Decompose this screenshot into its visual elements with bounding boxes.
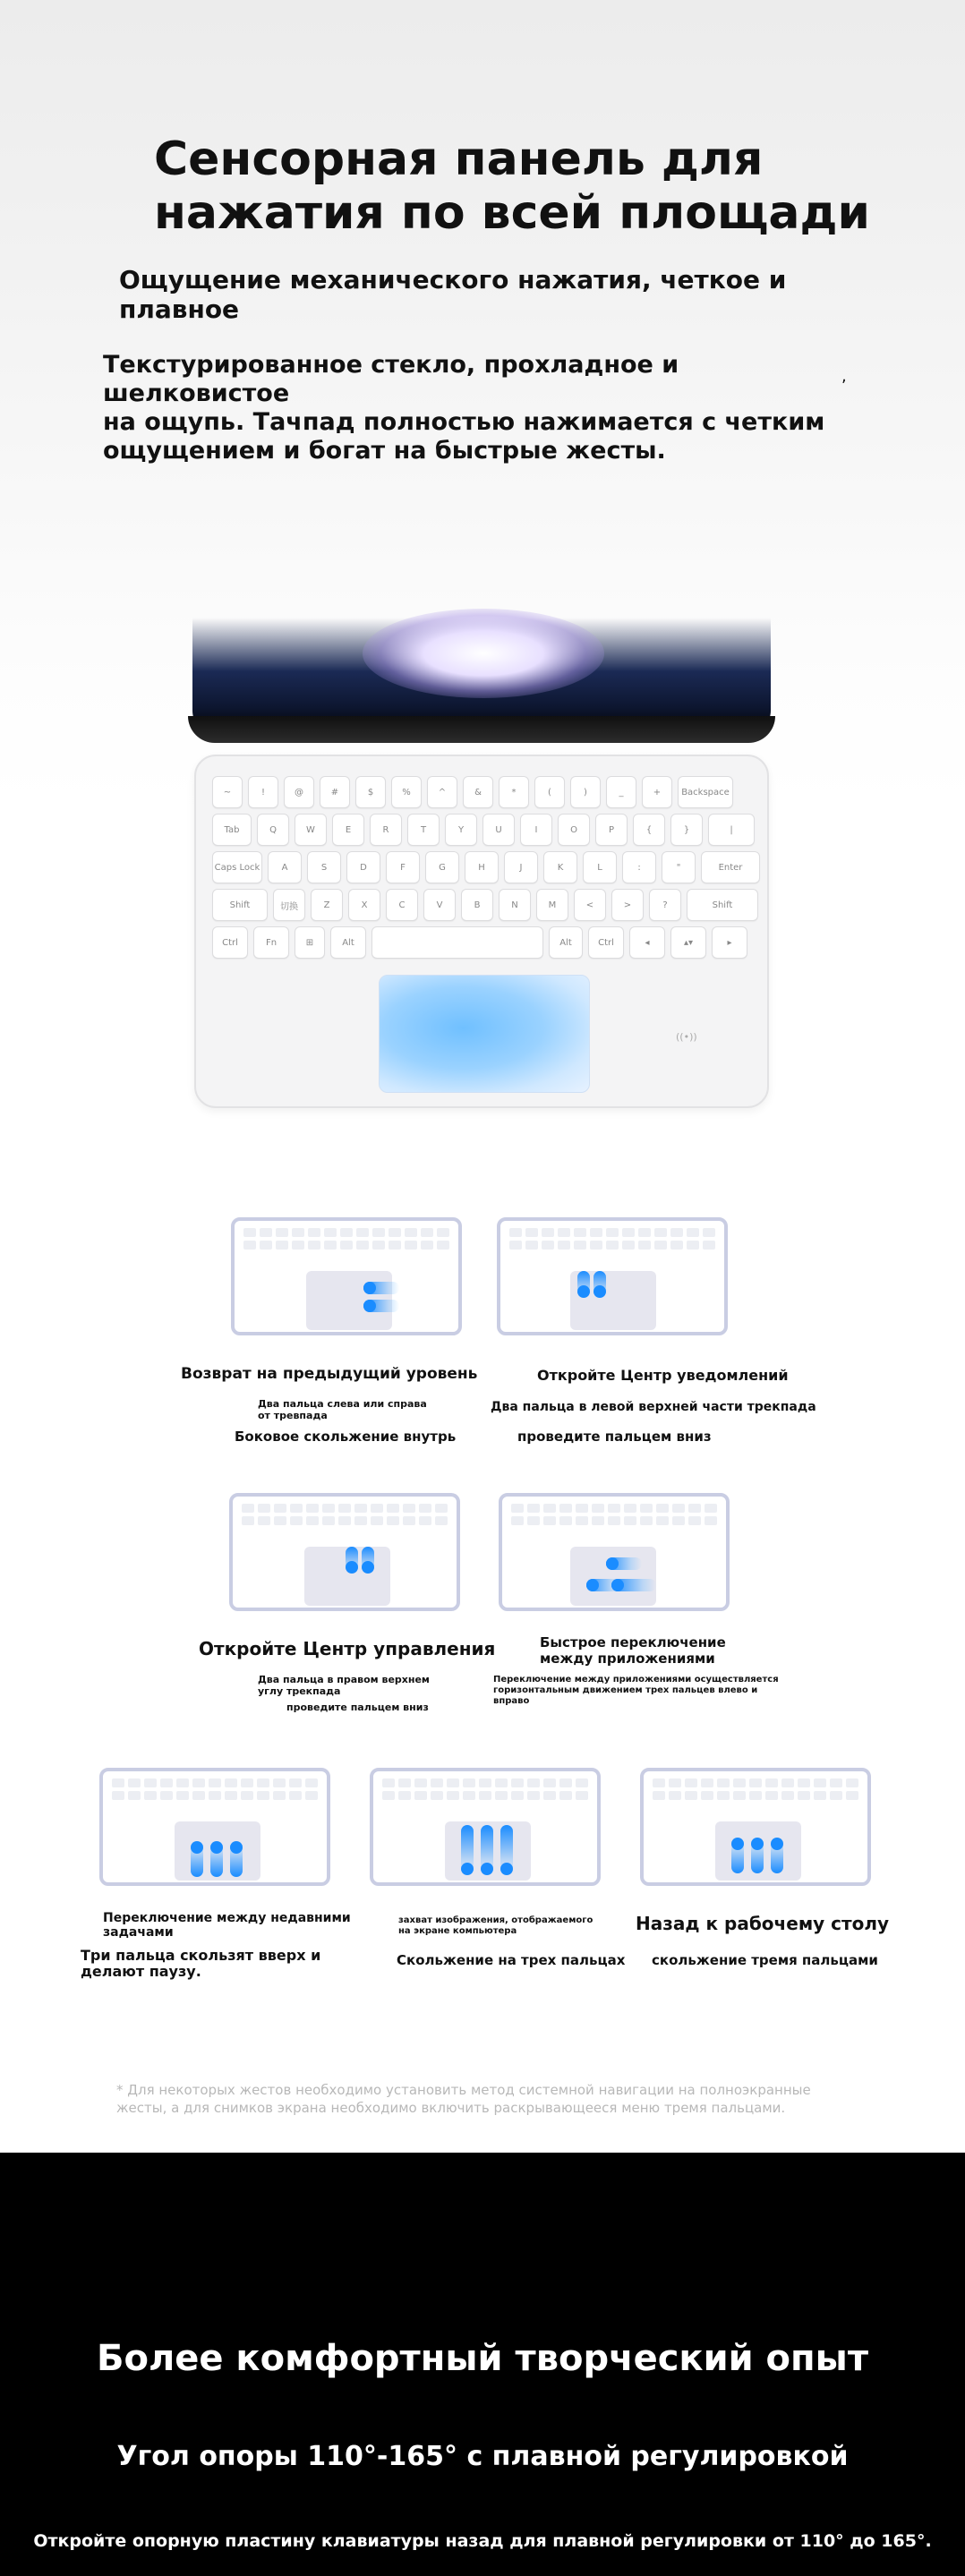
keyboard-key: _ bbox=[606, 776, 636, 808]
gesture-title: Быстрое переключение между приложениями bbox=[540, 1634, 726, 1667]
finger-dot bbox=[191, 1841, 203, 1854]
gesture-action: скольжение тремя пальцами bbox=[652, 1952, 878, 1968]
keyboard-key: A bbox=[268, 851, 302, 883]
touchpad-highlight bbox=[379, 975, 590, 1093]
keyboard-key: Ctrl bbox=[588, 926, 624, 959]
keyboard-key: O bbox=[558, 814, 590, 846]
keyboard-key: P bbox=[595, 814, 628, 846]
gesture-touchpad bbox=[304, 1547, 390, 1606]
keyboard-key: Q bbox=[257, 814, 289, 846]
gesture-keys bbox=[511, 1504, 717, 1536]
tablet-bezel bbox=[188, 716, 775, 743]
keyboard-key: ▸ bbox=[712, 926, 747, 959]
gesture-keys bbox=[112, 1778, 318, 1811]
keyboard-key: " bbox=[662, 851, 696, 883]
footnote: * Для некоторых жестов необходимо установить метод системной навигации на полноэкранные жесты, а для снимков экрана необходимо включить раскрывающееся меню тремя пальцами. bbox=[116, 2082, 811, 2116]
keyboard-key: : bbox=[622, 851, 656, 883]
keyboard-key: Y bbox=[445, 814, 477, 846]
keyboard-key: ! bbox=[248, 776, 278, 808]
gesture-note: Переключение между приложениями осуществляется горизонтальным движением трех пальцев влево и вправо bbox=[493, 1675, 779, 1706]
gesture-card-back bbox=[231, 1217, 462, 1335]
keyboard-key: * bbox=[499, 776, 529, 808]
gesture-title: Откройте Центр управления bbox=[199, 1638, 496, 1659]
keyboard-key: W bbox=[295, 814, 327, 846]
gesture-card-control-center bbox=[229, 1493, 460, 1611]
keyboard-key: K bbox=[543, 851, 577, 883]
keyboard-key: S bbox=[307, 851, 341, 883]
gesture-note: Два пальца в правом верхнем углу трекпада bbox=[258, 1674, 430, 1697]
gesture-card-desktop bbox=[640, 1768, 871, 1886]
gesture-keys bbox=[509, 1228, 715, 1260]
hero-title bbox=[154, 132, 870, 240]
keyboard-key: F bbox=[386, 851, 420, 883]
finger-dot bbox=[346, 1561, 358, 1574]
keyboard-image bbox=[194, 755, 769, 1108]
keyboard-key: I bbox=[520, 814, 552, 846]
keyboard-key: E bbox=[332, 814, 364, 846]
hero-title-line-1: Сенсорная панель для bbox=[154, 132, 764, 186]
keyboard-key: D bbox=[346, 851, 380, 883]
keyboard-key: ( bbox=[534, 776, 565, 808]
keyboard-key: > bbox=[611, 889, 644, 921]
gesture-keys bbox=[242, 1504, 448, 1536]
gesture-touchpad bbox=[570, 1547, 656, 1606]
gesture-note: Два пальца в левой верхней части трекпада bbox=[491, 1400, 816, 1414]
gesture-title: захват изображения, отображаемого на экране компьютера bbox=[398, 1915, 594, 1936]
keyboard-key: Z bbox=[311, 889, 343, 921]
finger-dot bbox=[577, 1285, 590, 1298]
keyboard-key: V bbox=[423, 889, 456, 921]
keyboard-key: L bbox=[583, 851, 617, 883]
section2-description: Откройте опорную пластину клавиатуры назад для плавной регулировки от 110° до 165°. bbox=[33, 2531, 932, 2551]
keyboard-key: U bbox=[482, 814, 515, 846]
gesture-card-app-switch bbox=[499, 1493, 730, 1611]
gesture-touchpad bbox=[570, 1271, 656, 1330]
keyboard-key: R bbox=[370, 814, 402, 846]
keyboard-key: C bbox=[386, 889, 418, 921]
keyboard-key: ⊞ bbox=[295, 926, 325, 959]
keyboard-key: Shift bbox=[212, 889, 268, 921]
keyboard-row-2 bbox=[212, 814, 755, 846]
gesture-title: Назад к рабочему столу bbox=[636, 1913, 890, 1934]
keyboard-key: H bbox=[465, 851, 499, 883]
keyboard-key: Enter bbox=[701, 851, 760, 883]
keyboard-key: Tab bbox=[212, 814, 252, 846]
keyboard-key: # bbox=[320, 776, 350, 808]
keyboard-key: M bbox=[536, 889, 568, 921]
finger-dot bbox=[210, 1841, 223, 1854]
finger-dot bbox=[230, 1841, 243, 1854]
keyboard-key: Backspace bbox=[678, 776, 733, 808]
hero-desc-line-3: ощущением и богат на быстрые жесты. bbox=[103, 437, 666, 465]
finger-dot bbox=[611, 1579, 624, 1591]
keyboard-key: B bbox=[461, 889, 493, 921]
keyboard-key: @ bbox=[284, 776, 314, 808]
finger-dot bbox=[586, 1579, 599, 1591]
gesture-action: проведите пальцем вниз bbox=[517, 1429, 712, 1445]
keyboard-key: G bbox=[425, 851, 459, 883]
keyboard-key: 切换 bbox=[273, 889, 305, 921]
tablet-wallpaper-glow bbox=[363, 609, 604, 698]
hero-desc-line-2: на ощупь. Тачпад полностью нажимается с четким bbox=[103, 408, 825, 436]
keyboard-key: $ bbox=[355, 776, 386, 808]
keyboard-row-1 bbox=[212, 776, 733, 808]
finger-dot bbox=[594, 1285, 606, 1298]
keyboard-key: Alt bbox=[549, 926, 583, 959]
gesture-action: Боковое скольжение внутрь bbox=[235, 1429, 457, 1445]
keyboard-row-5 bbox=[212, 926, 747, 959]
keyboard-key bbox=[371, 926, 543, 959]
hero-subtitle: Ощущение механического нажатия, четкое и плавное bbox=[119, 265, 787, 324]
gesture-keys bbox=[382, 1778, 588, 1811]
keyboard-key: Fn bbox=[253, 926, 289, 959]
finger-dot bbox=[362, 1561, 374, 1574]
gesture-touchpad bbox=[715, 1821, 801, 1881]
finger-dot bbox=[731, 1838, 744, 1850]
finger-dot bbox=[751, 1838, 764, 1850]
keyboard-key: ▴▾ bbox=[670, 926, 706, 959]
gesture-card-notifications bbox=[497, 1217, 728, 1335]
keyboard-key: ? bbox=[649, 889, 681, 921]
keyboard-row-3 bbox=[212, 851, 760, 883]
section2-subtitle: Угол опоры 110°-165° с плавной регулировкой bbox=[116, 2441, 849, 2472]
keyboard-key: < bbox=[574, 889, 606, 921]
keyboard-key: N bbox=[499, 889, 531, 921]
finger-dot bbox=[363, 1300, 376, 1312]
gesture-card-recent-tasks bbox=[99, 1768, 330, 1886]
gesture-note: Два пальца слева или справа от тревпада bbox=[258, 1398, 427, 1421]
gesture-touchpad bbox=[306, 1271, 392, 1330]
keyboard-key: ~ bbox=[212, 776, 243, 808]
keyboard-key: T bbox=[407, 814, 440, 846]
hero-description bbox=[103, 351, 837, 465]
hero-desc-line-1: Текстурированное стекло, прохладное и шелковистое bbox=[103, 351, 679, 407]
keyboard-key: ^ bbox=[427, 776, 457, 808]
gesture-action: Три пальца скользят вверх и делают паузу. bbox=[81, 1947, 321, 1980]
keyboard-key: X bbox=[348, 889, 380, 921]
keyboard-key: } bbox=[670, 814, 703, 846]
gesture-keys bbox=[243, 1228, 449, 1260]
finger-dot bbox=[481, 1863, 493, 1875]
gesture-title: Переключение между недавними задачами bbox=[103, 1911, 351, 1940]
hero-title-line-2: нажатия по всей площади bbox=[154, 186, 870, 240]
gesture-touchpad bbox=[175, 1821, 260, 1881]
keyboard-key: Shift bbox=[687, 889, 758, 921]
finger-dot bbox=[606, 1557, 619, 1570]
keyboard-key: Caps Lock bbox=[212, 851, 262, 883]
gesture-action: проведите пальцем вниз bbox=[286, 1702, 429, 1713]
gesture-touchpad bbox=[445, 1821, 531, 1881]
finger-dot bbox=[500, 1863, 513, 1875]
keyboard-key: ) bbox=[570, 776, 601, 808]
finger-dot bbox=[363, 1282, 376, 1294]
keyboard-row-4 bbox=[212, 889, 758, 921]
keyboard-key: + bbox=[642, 776, 672, 808]
keyboard-key: % bbox=[391, 776, 422, 808]
keyboard-key: | bbox=[708, 814, 755, 846]
nfc-icon: ((•)) bbox=[676, 1031, 697, 1043]
gesture-title: Возврат на предыдущий уровень bbox=[181, 1365, 478, 1383]
keyboard-key: & bbox=[463, 776, 493, 808]
keyboard-key: { bbox=[633, 814, 665, 846]
gesture-title: Откройте Центр уведомлений bbox=[537, 1367, 789, 1384]
gesture-card-screenshot bbox=[370, 1768, 601, 1886]
gesture-action: Скольжение на трех пальцах bbox=[397, 1952, 626, 1968]
keyboard-key: Ctrl bbox=[212, 926, 248, 959]
stray-comma: , bbox=[841, 367, 847, 386]
finger-dot bbox=[461, 1863, 474, 1875]
keyboard-key: J bbox=[504, 851, 538, 883]
finger-dot bbox=[771, 1838, 783, 1850]
section2-title: Более комфортный творческий опыт bbox=[96, 2338, 869, 2379]
keyboard-key: ◂ bbox=[629, 926, 665, 959]
keyboard-key: Alt bbox=[330, 926, 366, 959]
gesture-keys bbox=[653, 1778, 858, 1811]
